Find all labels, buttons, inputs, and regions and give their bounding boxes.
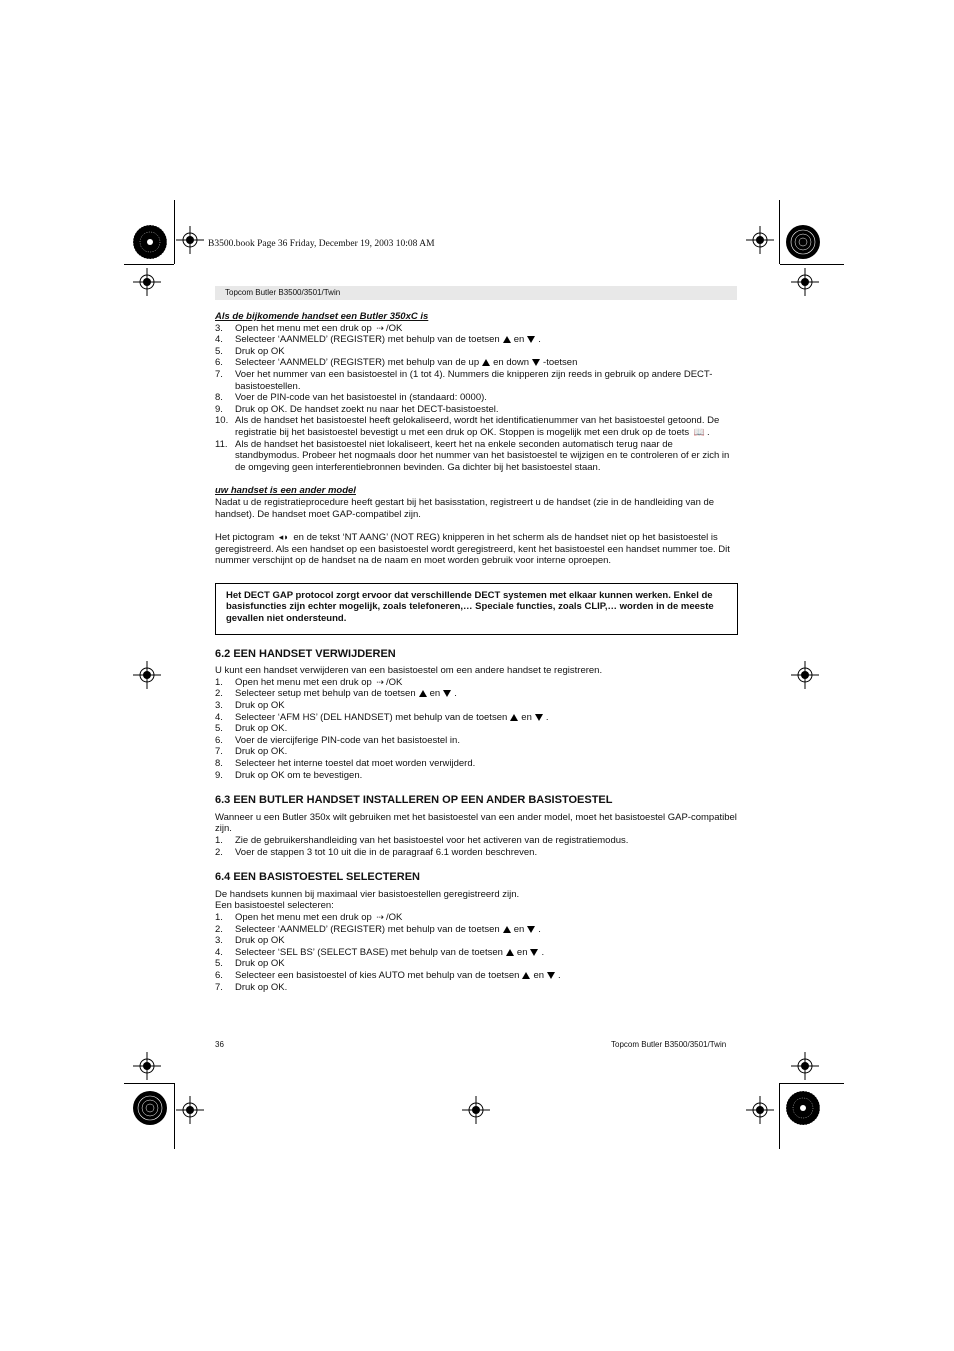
step-text: Selecteer ‘AANMELD’ (REGISTER) met behulp van de up en down -toetsen (235, 357, 578, 369)
registration-mark-icon (462, 1096, 490, 1124)
paragraph: Een basistoestel selecteren: (215, 900, 334, 912)
list-item (215, 723, 738, 735)
paragraph: Nadat u de registratieprocedure heeft gestart bij het basisstation, registreert u de handset (zie in de handleiding van de handset). De handset moet GAP-compatibel zijn. (215, 496, 715, 520)
list-item (215, 735, 738, 747)
step-number: 1. (215, 911, 223, 923)
step-text: Selecteer het interne toestel dat moet worden verwijderd. (235, 758, 476, 769)
step-text: Selecteer ‘AANMELD’ (REGISTER) met behulp van de toetsen en . (235, 923, 541, 935)
list-item (215, 357, 738, 369)
steps-list-s63 (215, 835, 738, 858)
paragraph: De handsets kunnen bij maximaal vier basistoestellen geregistreerd zijn. (215, 888, 520, 900)
step-text: Druk op OK (235, 935, 285, 947)
subsection-title: uw handset is een ander model (215, 485, 356, 497)
step-number: 6. (215, 734, 223, 746)
page-header: Topcom Butler B3500/3501/Twin (215, 286, 737, 300)
paragraph: U kunt een handset verwijderen van een basistoestel om een andere handset te registreren. (215, 665, 603, 677)
step-number: 10. (215, 415, 229, 427)
step-number: 7. (215, 368, 223, 380)
step-text: Open het menu met een druk op ⇢ /OK (235, 911, 403, 923)
list-item (215, 770, 738, 782)
section-title: 6.4 EEN BASISTOESTEL SELECTEREN (215, 871, 420, 884)
step-text: Druk op OK. (235, 723, 288, 735)
list-item (215, 392, 738, 404)
step-text: Voer de stappen 3 tot 10 uit die in de paragraaf 6.1 worden beschreven. (235, 846, 538, 858)
step-text: Selecteer een basistoestel of kies AUTO met behulp van de toetsen en . (235, 969, 561, 981)
step-text: Druk op OK (235, 958, 285, 970)
menu-key-icon: ⇢ (376, 676, 384, 687)
step-text: Selecteer ‘AANMELD’ (REGISTER) met behulp van de toetsen en . (235, 334, 541, 346)
list-item (215, 835, 738, 847)
down-arrow-icon (535, 714, 543, 721)
down-arrow-icon (547, 972, 555, 979)
step-number: 4. (215, 946, 223, 958)
step-text: Open het menu met een druk op ⇢ /OK (235, 322, 403, 334)
list-item (215, 935, 738, 947)
step-number: 4. (215, 711, 223, 723)
list-item (215, 700, 738, 712)
step-text: Voer de viercijferige PIN-code van het basistoestel in. (235, 734, 460, 746)
step-number: 9. (215, 403, 223, 415)
step-number: 7. (215, 746, 223, 758)
section-title: 6.3 EEN BUTLER HANDSET INSTALLEREN OP EEN ANDER BASISTOESTEL (215, 794, 613, 807)
step-number: 6. (215, 357, 223, 369)
step-number: 8. (215, 758, 223, 769)
step-text: Open het menu met een druk op ⇢ /OK (235, 676, 403, 688)
registration-mark-icon (791, 661, 819, 689)
list-item (215, 912, 738, 924)
step-number: 5. (215, 958, 223, 970)
book-info-line: B3500.book Page 36 Friday, December 19, 2003 10:08 AM (208, 239, 435, 249)
up-arrow-icon (503, 336, 511, 343)
menu-key-icon: ⇢ (376, 322, 384, 333)
up-arrow-icon (510, 714, 518, 721)
step-text: Als de handset het basistoestel heeft gelokaliseerd, wordt het identificatienummer van het basistoestel getoond. De registratie bij het basistoestel bevestigt u met een druk op OK. Stoppen is mogelijk met een druk op de toets 📖 . (235, 415, 720, 438)
note-box: Het DECT GAP protocol zorgt ervoor dat verschillende DECT systemen met elkaar kunnen werken. Enkel de basisfuncties zijn echter mogelijk, zoals telefoneren,… Speciale functies, zoals CLIP,… worden in de meeste gevallen niet ondersteund. (215, 583, 738, 635)
down-arrow-icon (532, 359, 540, 366)
step-text: Selecteer setup met behulp van de toetsen en . (235, 688, 457, 700)
step-number: 1. (215, 676, 223, 688)
step-text: Druk op OK. De handset zoekt nu naar het DECT-basistoestel. (235, 403, 499, 415)
steps-list-s64 (215, 912, 738, 993)
list-item (215, 958, 738, 970)
list-item (215, 758, 738, 770)
list-item (215, 688, 738, 700)
list-item (215, 947, 738, 959)
step-number: 2. (215, 688, 223, 700)
list-item (215, 924, 738, 936)
step-text: Druk op OK om te bevestigen. (235, 769, 363, 781)
step-number: 2. (215, 846, 223, 858)
down-arrow-icon (530, 949, 538, 956)
registration-mark-icon (746, 1096, 774, 1124)
step-text: Druk op OK (235, 700, 285, 712)
registration-mark-icon (791, 268, 819, 296)
list-item (215, 982, 738, 994)
step-text: Selecteer ‘AFM HS’ (DEL HANDSET) met behulp van de toetsen en . (235, 711, 549, 723)
star-target-icon (132, 224, 168, 260)
up-arrow-icon (482, 359, 490, 366)
step-number: 4. (215, 334, 223, 346)
registration-mark-icon (133, 661, 161, 689)
step-number: 6. (215, 969, 223, 981)
list-item (215, 847, 738, 859)
step-number: 3. (215, 700, 223, 712)
list-item (215, 404, 738, 416)
step-number: 5. (215, 345, 223, 357)
footer-title: Topcom Butler B3500/3501/Twin (611, 1040, 727, 1049)
step-number: 3. (215, 322, 223, 334)
down-arrow-icon (527, 336, 535, 343)
paragraph: Wanneer u een Butler 350x wilt gebruiken met het basistoestel van een ander model, moet het basistoestel GAP-compatibel zijn. (215, 811, 737, 835)
step-text: Voer het nummer van een basistoestel in (1 tot 4). Nummers die knipperen zijn reeds in gebruik op andere DECT-basistoestellen. (235, 368, 713, 392)
list-item (215, 746, 738, 758)
list-item (215, 334, 738, 346)
step-number: 3. (215, 935, 223, 947)
step-number: 5. (215, 723, 223, 735)
step-number: 8. (215, 392, 223, 404)
step-number: 9. (215, 769, 223, 781)
step-number: 2. (215, 923, 223, 935)
list-item (215, 415, 738, 438)
steps-list-s62 (215, 677, 738, 781)
step-text: Selecteer ‘SEL BS’ (SELECT BASE) met behulp van de toetsen en . (235, 946, 545, 958)
step-number: 11. (215, 438, 228, 450)
step-text: Voer de PIN-code van het basistoestel in (standaard: 0000). (235, 392, 487, 404)
registration-mark-icon (746, 226, 774, 254)
step-text: Als de handset het basistoestel niet lokaliseert, keert het na enkele seconden automatisch terug naar de standbymodus. Probeer het nogmaals door het nummer van het basistoestel te wijzigen en te controleren of er zich in de omgeving geen interferentiebronnen bevinden. Ga dichter bij het basistoestel staan. (235, 438, 730, 473)
list-item (215, 346, 738, 358)
up-arrow-icon (522, 972, 530, 979)
list-item (215, 439, 738, 474)
up-arrow-icon (419, 690, 427, 697)
step-text: Druk op OK. (235, 981, 288, 993)
step-text: Druk op OK. (235, 746, 288, 758)
subsection-title: Als de bijkomende handset een Butler 350xC is (215, 311, 429, 322)
list-item (215, 323, 738, 335)
list-item (215, 970, 738, 982)
steps-list-s1 (215, 323, 738, 474)
star-target-icon (132, 1090, 168, 1126)
step-text: Druk op OK (235, 345, 285, 357)
up-arrow-icon (506, 949, 514, 956)
down-arrow-icon (443, 690, 451, 697)
menu-key-icon: 📖 (693, 426, 705, 437)
page-content (215, 311, 738, 993)
step-text: Zie de gebruikershandleiding van het basistoestel voor het activeren van de registratiemodus. (235, 834, 629, 846)
not-registered-icon: ◂◗ (278, 532, 289, 543)
step-number: 7. (215, 981, 223, 993)
list-item (215, 712, 738, 724)
registration-mark-icon (133, 268, 161, 296)
registration-mark-icon (133, 1052, 161, 1080)
up-arrow-icon (503, 926, 511, 933)
page-number: 36 (215, 1040, 224, 1049)
step-number: 1. (215, 834, 223, 846)
menu-key-icon: ⇢ (376, 911, 384, 922)
section-title: 6.2 EEN HANDSET VERWIJDEREN (215, 647, 396, 660)
down-arrow-icon (527, 926, 535, 933)
list-item (215, 677, 738, 689)
star-target-icon (785, 1090, 821, 1126)
paragraph: Het pictogram ◂◗ en de tekst ‘NT AANG’ (NOT REG) knipperen in het scherm als de handset niet op het basistoestel is geregistreerd. Als een handset op een basistoestel wordt geregistreerd, kent het basistoestel een handset nummer toe. Dit nummer verschijnt op de handset na de naam en moet worden gebruik voor interne oproepen. (215, 532, 730, 567)
registration-mark-icon (176, 226, 204, 254)
list-item (215, 369, 738, 392)
registration-mark-icon (791, 1052, 819, 1080)
star-target-icon (785, 224, 821, 260)
registration-mark-icon (176, 1096, 204, 1124)
